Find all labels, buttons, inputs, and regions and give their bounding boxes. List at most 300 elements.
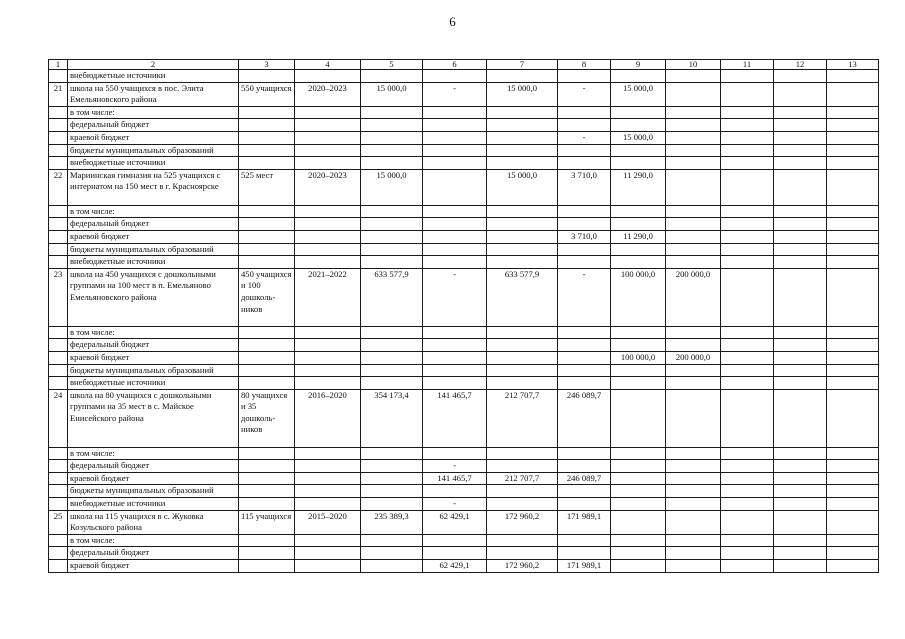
table-cell <box>423 243 487 256</box>
table-cell <box>721 243 774 256</box>
table-cell <box>487 547 558 560</box>
table-row <box>49 131 879 144</box>
column-header: 5 <box>361 60 423 70</box>
table-cell <box>49 485 68 498</box>
column-header: 2 <box>68 60 239 70</box>
table-cell <box>611 339 666 352</box>
table-cell: 23 <box>49 268 68 326</box>
table-cell <box>666 243 721 256</box>
table-cell <box>721 377 774 390</box>
table-cell: 2020–2023 <box>295 169 361 205</box>
table-cell <box>239 377 295 390</box>
table-cell <box>666 169 721 205</box>
table-cell: внебюджетные источники <box>68 157 239 170</box>
table-cell <box>295 119 361 132</box>
table-cell: 354 173,4 <box>361 389 423 447</box>
table-cell <box>827 351 879 364</box>
table-cell <box>666 230 721 243</box>
table-cell: - <box>558 82 611 106</box>
table-cell <box>611 106 666 119</box>
table-cell <box>827 377 879 390</box>
table-cell <box>721 560 774 573</box>
table-cell <box>295 377 361 390</box>
table-row <box>49 485 879 498</box>
table-cell <box>239 339 295 352</box>
table-cell <box>611 157 666 170</box>
table-cell <box>361 326 423 339</box>
table-cell: - <box>423 268 487 326</box>
table-cell <box>49 547 68 560</box>
table-cell <box>487 485 558 498</box>
table-cell <box>558 218 611 231</box>
table-cell <box>827 131 879 144</box>
table-cell <box>423 70 487 83</box>
column-header: 4 <box>295 60 361 70</box>
table-cell <box>721 144 774 157</box>
table-cell: внебюджетные источники <box>68 498 239 511</box>
table-cell: федеральный бюджет <box>68 547 239 560</box>
table-cell <box>295 326 361 339</box>
table-cell <box>827 534 879 547</box>
table-cell: школа на 115 учащихся в с. Жуковка Козульского района <box>68 510 239 534</box>
table-row <box>49 256 879 269</box>
table-cell: 21 <box>49 82 68 106</box>
table-row <box>49 447 879 460</box>
column-header: 10 <box>666 60 721 70</box>
table-cell: - <box>558 131 611 144</box>
table-cell <box>611 510 666 534</box>
table-cell <box>721 364 774 377</box>
table-cell: федеральный бюджет <box>68 218 239 231</box>
table-cell <box>666 447 721 460</box>
table-cell <box>361 157 423 170</box>
table-cell <box>239 364 295 377</box>
table-cell <box>611 460 666 473</box>
table-cell: 212 707,7 <box>487 472 558 485</box>
table-cell <box>423 377 487 390</box>
table-cell <box>666 256 721 269</box>
table-cell: 2016–2020 <box>295 389 361 447</box>
table-cell <box>49 131 68 144</box>
table-cell <box>721 106 774 119</box>
table-cell <box>774 460 827 473</box>
table-cell: - <box>423 460 487 473</box>
table-cell <box>774 326 827 339</box>
table-cell <box>666 144 721 157</box>
table-cell <box>666 547 721 560</box>
table-cell <box>49 560 68 573</box>
table-cell <box>611 218 666 231</box>
table-row <box>49 377 879 390</box>
table-cell: 141 465,7 <box>423 389 487 447</box>
table-cell <box>423 339 487 352</box>
table-cell <box>774 351 827 364</box>
table-cell: 15 000,0 <box>611 82 666 106</box>
table-row <box>49 534 879 547</box>
table-cell: - <box>423 498 487 511</box>
table-cell <box>558 447 611 460</box>
table-cell <box>827 339 879 352</box>
table-cell <box>423 364 487 377</box>
table-cell: 15 000,0 <box>611 131 666 144</box>
table-cell <box>666 339 721 352</box>
column-header: 8 <box>558 60 611 70</box>
table-cell <box>774 169 827 205</box>
table-cell <box>558 534 611 547</box>
table-cell <box>774 157 827 170</box>
table-cell <box>666 377 721 390</box>
table-cell <box>361 534 423 547</box>
table-row <box>49 82 879 106</box>
table-cell <box>239 498 295 511</box>
table-cell <box>721 256 774 269</box>
page-number: 6 <box>449 14 456 29</box>
table-cell: 141 465,7 <box>423 472 487 485</box>
table-cell: 235 389,3 <box>361 510 423 534</box>
table-cell <box>239 230 295 243</box>
table-cell <box>558 106 611 119</box>
table-cell <box>558 485 611 498</box>
table-cell <box>666 560 721 573</box>
table-cell <box>774 144 827 157</box>
table-cell <box>611 534 666 547</box>
table-cell <box>487 218 558 231</box>
table-cell <box>774 205 827 218</box>
table-cell <box>774 560 827 573</box>
table-cell <box>239 351 295 364</box>
table-cell <box>239 157 295 170</box>
table-cell <box>827 498 879 511</box>
table-cell <box>361 460 423 473</box>
table-cell <box>423 256 487 269</box>
table-cell: 62 429,1 <box>423 560 487 573</box>
table-cell <box>666 218 721 231</box>
table-cell <box>611 70 666 83</box>
column-header: 12 <box>774 60 827 70</box>
table-cell <box>558 377 611 390</box>
table-cell <box>423 144 487 157</box>
table-cell <box>611 547 666 560</box>
table-cell <box>774 70 827 83</box>
table-cell <box>558 243 611 256</box>
column-header: 3 <box>239 60 295 70</box>
table-cell <box>558 351 611 364</box>
table-cell <box>239 243 295 256</box>
table-cell: 171 989,1 <box>558 560 611 573</box>
table-cell <box>611 205 666 218</box>
table-cell <box>721 169 774 205</box>
table-cell: внебюджетные источники <box>68 70 239 83</box>
table-cell <box>774 364 827 377</box>
table-cell <box>558 326 611 339</box>
table-cell <box>487 447 558 460</box>
table-cell <box>423 351 487 364</box>
table-cell <box>611 485 666 498</box>
table-cell <box>774 447 827 460</box>
table-cell <box>774 339 827 352</box>
table-cell <box>611 256 666 269</box>
table-cell <box>423 169 487 205</box>
table-cell <box>361 498 423 511</box>
column-header: 9 <box>611 60 666 70</box>
table-cell: в том числе: <box>68 106 239 119</box>
table-cell <box>295 131 361 144</box>
table-cell: бюджеты муниципальных образований <box>68 485 239 498</box>
table-row <box>49 560 879 573</box>
table-cell <box>423 218 487 231</box>
table-cell <box>827 326 879 339</box>
table-cell <box>295 498 361 511</box>
table-cell: 172 960,2 <box>487 560 558 573</box>
table-row <box>49 106 879 119</box>
table-cell <box>49 144 68 157</box>
table-cell: 525 мест <box>239 169 295 205</box>
table-row <box>49 364 879 377</box>
table-cell <box>827 268 879 326</box>
table-cell <box>239 534 295 547</box>
table-cell <box>721 534 774 547</box>
table-cell: 246 089,7 <box>558 472 611 485</box>
table-cell <box>558 205 611 218</box>
table-cell <box>611 144 666 157</box>
table-cell <box>827 472 879 485</box>
table-cell <box>774 498 827 511</box>
table-cell <box>774 230 827 243</box>
table-cell: 246 089,7 <box>558 389 611 447</box>
table-cell: 62 429,1 <box>423 510 487 534</box>
table-cell <box>666 498 721 511</box>
table-row <box>49 472 879 485</box>
table-cell <box>666 389 721 447</box>
table-cell: 24 <box>49 389 68 447</box>
table-cell: 15 000,0 <box>487 169 558 205</box>
table-cell <box>423 230 487 243</box>
table-cell <box>487 230 558 243</box>
table-cell: федеральный бюджет <box>68 460 239 473</box>
table-cell: 15 000,0 <box>361 169 423 205</box>
table-cell <box>827 389 879 447</box>
table-cell: федеральный бюджет <box>68 339 239 352</box>
table-cell <box>827 485 879 498</box>
table-cell <box>295 534 361 547</box>
table-cell: 3 710,0 <box>558 169 611 205</box>
table-cell <box>487 377 558 390</box>
table-cell: 450 учащихся и 100 дошколь- ников <box>239 268 295 326</box>
table-cell <box>666 460 721 473</box>
table-cell: краевой бюджет <box>68 131 239 144</box>
table-cell <box>666 472 721 485</box>
table-cell <box>721 351 774 364</box>
table-cell <box>49 339 68 352</box>
table-cell: 633 577,9 <box>487 268 558 326</box>
table-row <box>49 169 879 205</box>
table-cell <box>239 460 295 473</box>
table-cell <box>666 485 721 498</box>
table-cell: школа на 450 учащихся с дошкольными группами на 100 мест в п. Емельяново Емельяновского района <box>68 268 239 326</box>
column-header: 13 <box>827 60 879 70</box>
table-cell <box>666 534 721 547</box>
table-cell <box>774 534 827 547</box>
table-cell: 11 290,0 <box>611 230 666 243</box>
table-cell: краевой бюджет <box>68 230 239 243</box>
table-cell <box>361 472 423 485</box>
table-cell <box>827 230 879 243</box>
table-cell <box>487 351 558 364</box>
table-cell <box>611 498 666 511</box>
table-cell: 200 000,0 <box>666 268 721 326</box>
table-cell <box>721 70 774 83</box>
table-cell: Мариинская гимназия на 525 учащихся с интернатом на 150 мест в г. Красноярске <box>68 169 239 205</box>
table-cell <box>721 326 774 339</box>
table-cell <box>361 256 423 269</box>
table-cell: школа на 550 учащихся в пос. Элита Емельяновского района <box>68 82 239 106</box>
table-cell: 633 577,9 <box>361 268 423 326</box>
table-row <box>49 268 879 326</box>
table-cell: краевой бюджет <box>68 351 239 364</box>
table-cell <box>239 218 295 231</box>
table-row <box>49 205 879 218</box>
table-cell <box>721 547 774 560</box>
table-cell <box>487 144 558 157</box>
table-cell <box>361 339 423 352</box>
table-cell <box>49 498 68 511</box>
table-cell <box>423 326 487 339</box>
table-cell <box>361 547 423 560</box>
table-cell <box>49 205 68 218</box>
table-cell <box>558 144 611 157</box>
table-cell <box>239 131 295 144</box>
table-cell: федеральный бюджет <box>68 119 239 132</box>
table-cell <box>666 70 721 83</box>
table-cell <box>49 256 68 269</box>
table-cell <box>721 268 774 326</box>
table-cell <box>721 389 774 447</box>
table-cell: в том числе: <box>68 326 239 339</box>
table-cell <box>611 119 666 132</box>
table-cell <box>49 534 68 547</box>
table-cell: внебюджетные источники <box>68 377 239 390</box>
table-cell <box>721 498 774 511</box>
table-cell <box>295 243 361 256</box>
table-cell <box>774 485 827 498</box>
table-cell <box>49 119 68 132</box>
table-cell <box>361 230 423 243</box>
table-cell <box>295 339 361 352</box>
table-cell <box>827 82 879 106</box>
table-cell <box>558 256 611 269</box>
table-row <box>49 460 879 473</box>
table-cell <box>423 131 487 144</box>
table-cell <box>774 119 827 132</box>
table-cell <box>721 82 774 106</box>
table-cell <box>49 157 68 170</box>
table-cell: 200 000,0 <box>666 351 721 364</box>
table-cell <box>239 144 295 157</box>
table-cell <box>666 364 721 377</box>
table-cell <box>721 205 774 218</box>
table-cell <box>239 547 295 560</box>
table-row <box>49 326 879 339</box>
table-cell <box>49 243 68 256</box>
table-cell <box>49 70 68 83</box>
table-cell: краевой бюджет <box>68 472 239 485</box>
table-cell <box>487 339 558 352</box>
table-cell <box>295 364 361 377</box>
table-cell <box>49 351 68 364</box>
table-cell <box>49 326 68 339</box>
table-cell <box>611 472 666 485</box>
table-cell <box>774 377 827 390</box>
table-cell <box>487 460 558 473</box>
table-cell: 15 000,0 <box>361 82 423 106</box>
table-cell <box>666 510 721 534</box>
table-cell <box>827 157 879 170</box>
table-cell <box>827 364 879 377</box>
table-cell: 2020–2023 <box>295 82 361 106</box>
table-cell <box>423 106 487 119</box>
table-row <box>49 70 879 83</box>
table-cell <box>666 205 721 218</box>
table-cell <box>361 560 423 573</box>
table-cell <box>295 106 361 119</box>
table-cell: краевой бюджет <box>68 560 239 573</box>
table-cell <box>666 157 721 170</box>
table-cell <box>487 205 558 218</box>
table-cell <box>666 106 721 119</box>
table-cell <box>611 326 666 339</box>
table-cell <box>611 377 666 390</box>
table-cell: - <box>558 268 611 326</box>
table-cell <box>361 106 423 119</box>
table-cell <box>361 377 423 390</box>
table-cell <box>239 70 295 83</box>
table-cell <box>423 157 487 170</box>
table-cell <box>487 106 558 119</box>
table-cell <box>721 485 774 498</box>
table-cell: 3 710,0 <box>558 230 611 243</box>
table-cell <box>295 560 361 573</box>
table-cell <box>774 131 827 144</box>
table-cell <box>361 205 423 218</box>
table-cell <box>827 218 879 231</box>
table-cell <box>774 472 827 485</box>
table-cell <box>487 243 558 256</box>
table-cell <box>827 510 879 534</box>
table-cell: внебюджетные источники <box>68 256 239 269</box>
table-cell <box>361 447 423 460</box>
table-cell <box>487 364 558 377</box>
table-cell <box>423 534 487 547</box>
table-cell <box>774 106 827 119</box>
table-cell <box>361 351 423 364</box>
table-row <box>49 119 879 132</box>
table-cell: 171 989,1 <box>558 510 611 534</box>
table-cell <box>827 119 879 132</box>
table-cell: 2015–2020 <box>295 510 361 534</box>
table-cell: в том числе: <box>68 534 239 547</box>
table-cell <box>827 70 879 83</box>
table-cell <box>774 243 827 256</box>
table-cell <box>721 131 774 144</box>
table-cell <box>774 256 827 269</box>
table-cell: в том числе: <box>68 447 239 460</box>
table-cell <box>487 157 558 170</box>
table-cell: в том числе: <box>68 205 239 218</box>
table-cell <box>361 364 423 377</box>
column-header: 1 <box>49 60 68 70</box>
table-cell <box>295 205 361 218</box>
table-cell <box>423 447 487 460</box>
